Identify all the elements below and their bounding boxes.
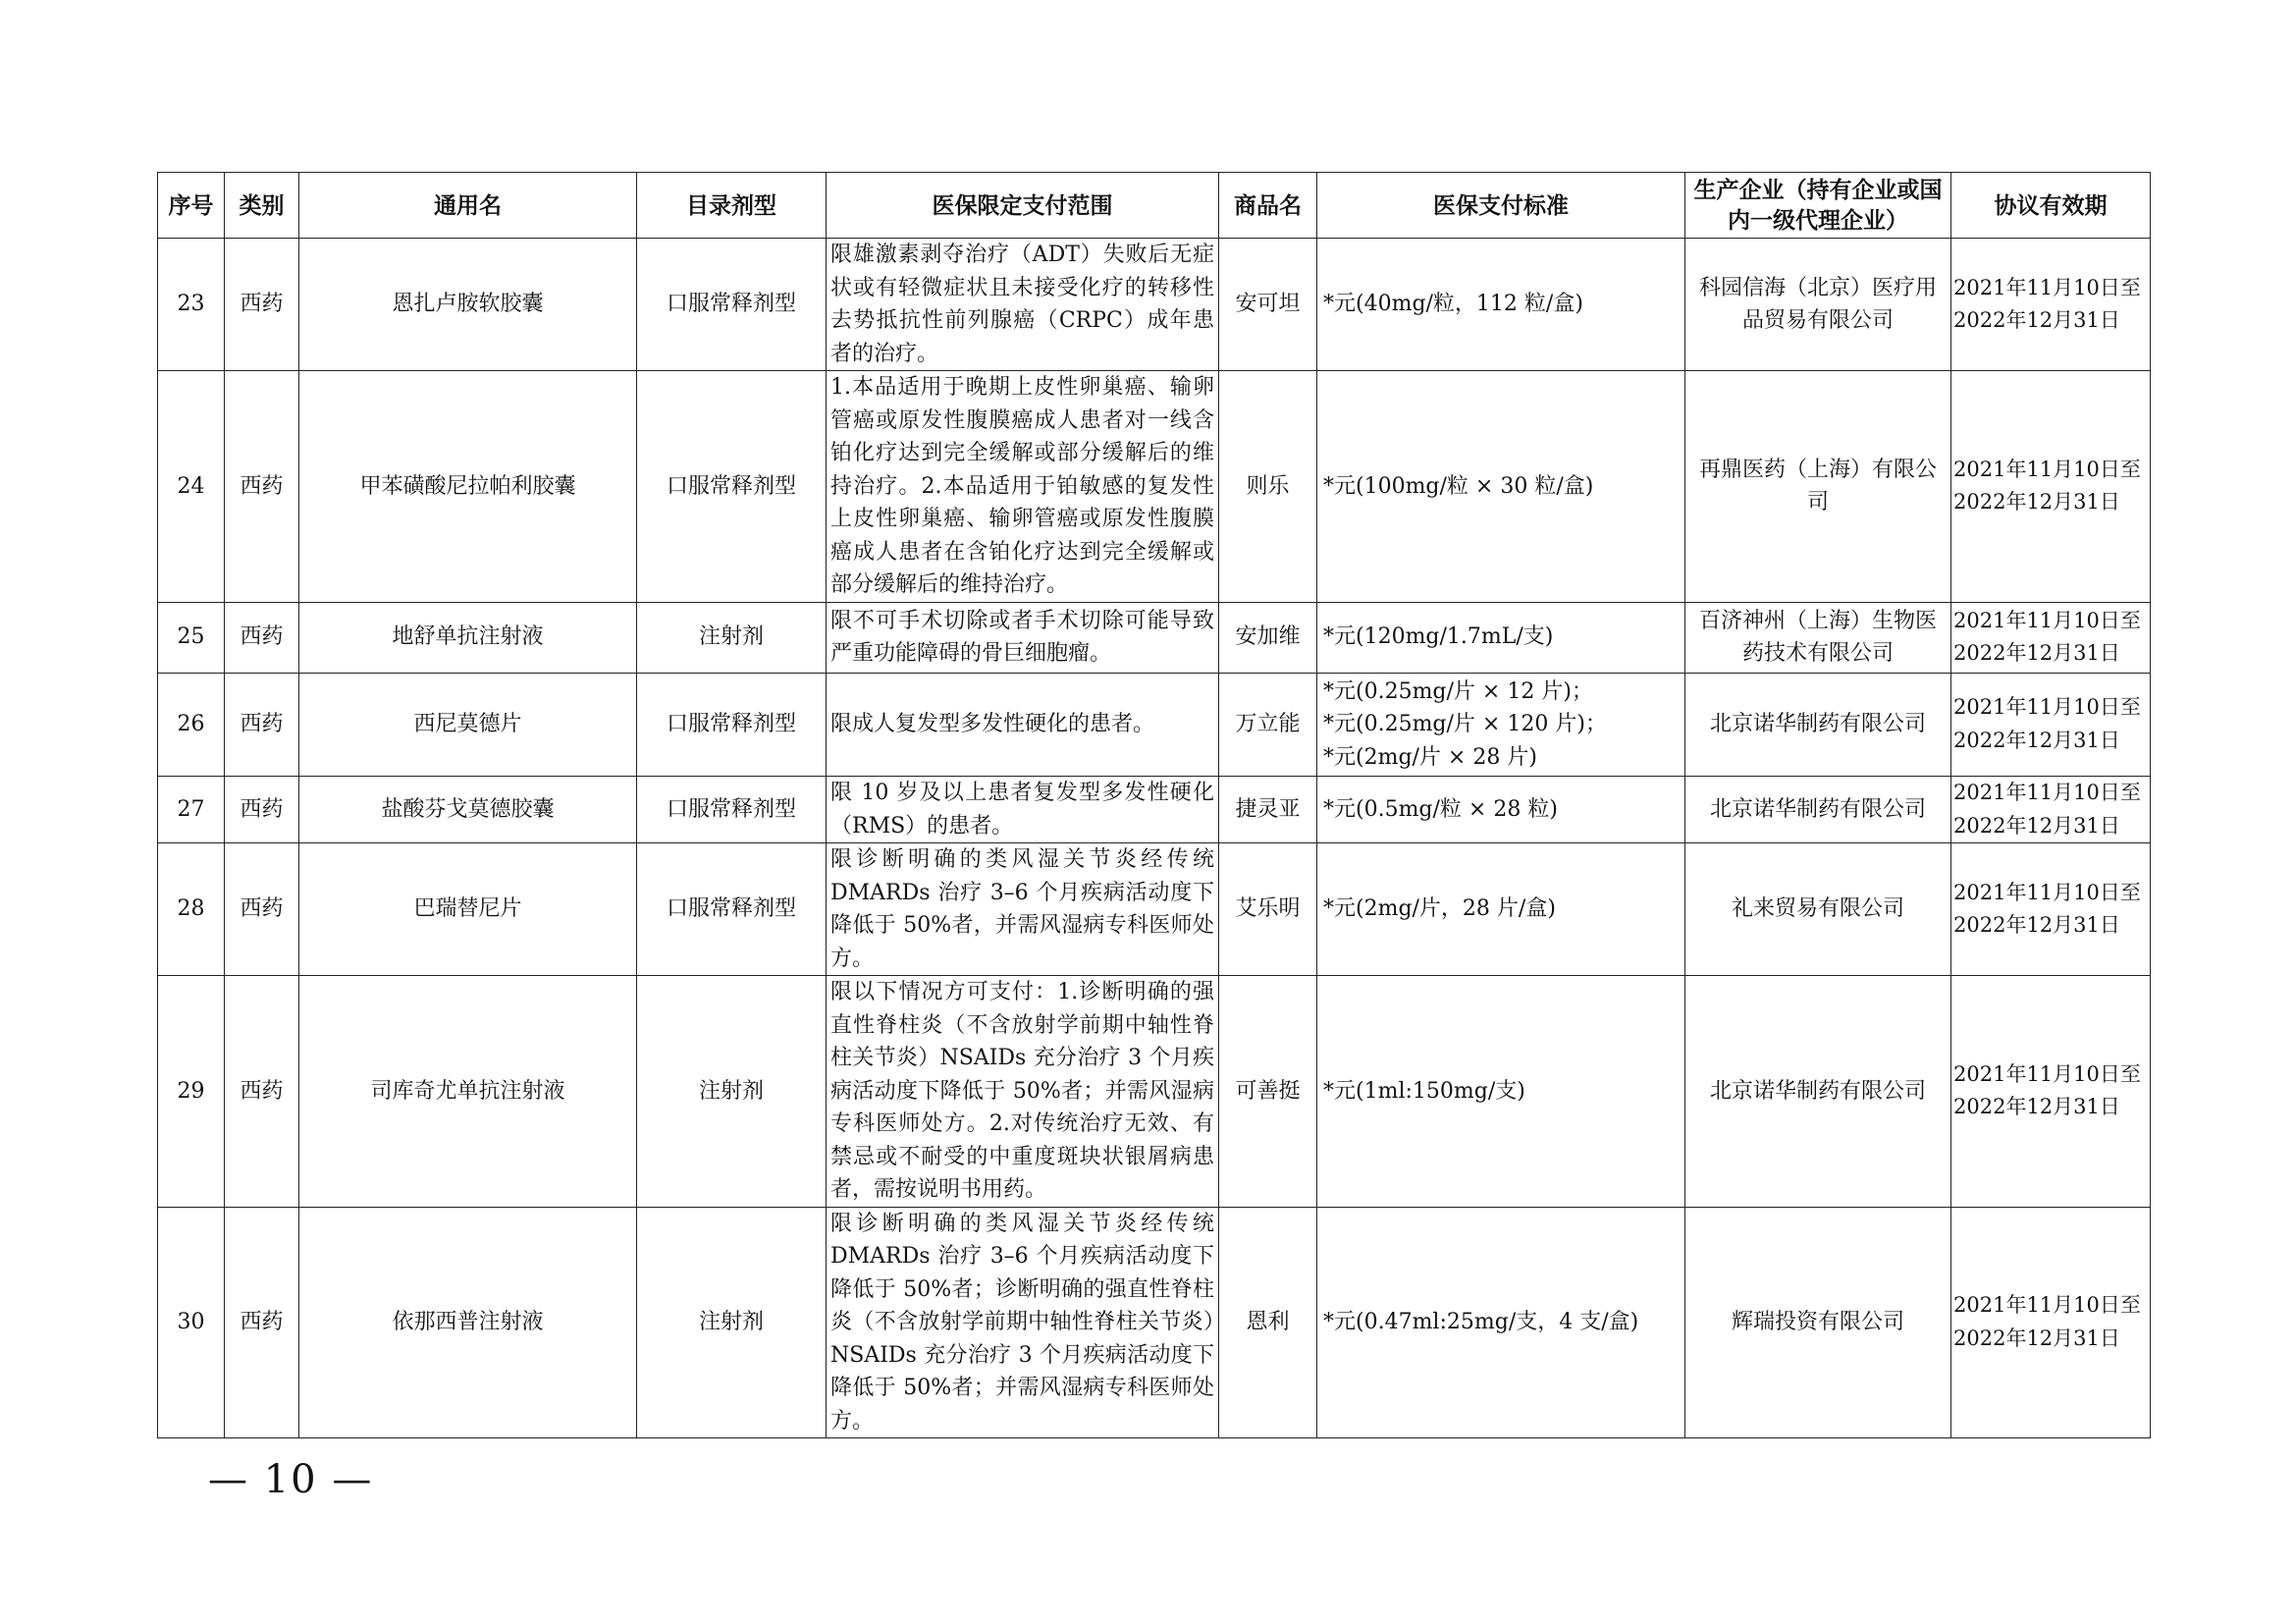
cell-index: 24	[158, 371, 225, 603]
cell-manufacturer: 辉瑞投资有限公司	[1685, 1207, 1951, 1438]
cell-generic-name: 恩扎卢胺软胶囊	[299, 239, 637, 371]
validity-end: 2022年12月31日	[1953, 1326, 2120, 1350]
table-body	[158, 239, 2151, 1438]
cell-index: 25	[158, 602, 225, 673]
cell-brand: 万立能	[1219, 673, 1317, 777]
validity-start: 2021年11月10日至	[1953, 608, 2141, 632]
cell-dosage-form: 口服常释剂型	[637, 673, 827, 777]
cell-dosage-form: 口服常释剂型	[637, 777, 827, 843]
cell-validity	[1951, 673, 2151, 777]
header-generic-name: 通用名	[299, 173, 637, 239]
standard-line: *元(120mg/1.7mL/支)	[1323, 624, 1554, 650]
standard-line: *元(40mg/粒，112 粒/盒)	[1323, 292, 1583, 317]
cell-index: 26	[158, 673, 225, 777]
cell-standard	[1317, 602, 1685, 673]
cell-dosage-form: 口服常释剂型	[637, 843, 827, 976]
table-row	[158, 976, 2151, 1208]
header-manufacturer: 生产企业（持有企业或国内一级代理企业）	[1685, 173, 1951, 239]
cell-manufacturer: 再鼎医药（上海）有限公司	[1685, 371, 1951, 603]
cell-manufacturer: 北京诺华制药有限公司	[1685, 777, 1951, 843]
cell-generic-name: 地舒单抗注射液	[299, 602, 637, 673]
cell-dosage-form: 注射剂	[637, 976, 827, 1208]
cell-standard	[1317, 239, 1685, 371]
cell-brand: 可善挺	[1219, 976, 1317, 1208]
cell-brand: 安加维	[1219, 602, 1317, 673]
cell-validity	[1951, 602, 2151, 673]
cell-manufacturer: 北京诺华制药有限公司	[1685, 673, 1951, 777]
validity-start: 2021年11月10日至	[1953, 1061, 2141, 1086]
header-brand: 商品名	[1219, 173, 1317, 239]
cell-scope: 限 10 岁及以上患者复发型多发性硬化（RMS）的患者。	[827, 777, 1219, 843]
standard-line: *元(100mg/粒 × 30 粒/盒)	[1323, 473, 1594, 499]
cell-manufacturer: 礼来贸易有限公司	[1685, 843, 1951, 976]
standard-line: *元(2mg/片，28 片/盒)	[1323, 896, 1556, 922]
cell-dosage-form: 口服常释剂型	[637, 239, 827, 371]
cell-validity	[1951, 239, 2151, 371]
cell-category: 西药	[225, 239, 299, 371]
validity-start: 2021年11月10日至	[1953, 457, 2141, 481]
cell-category: 西药	[225, 843, 299, 976]
cell-brand: 捷灵亚	[1219, 777, 1317, 843]
header-standard: 医保支付标准	[1317, 173, 1685, 239]
cell-category: 西药	[225, 371, 299, 603]
validity-start: 2021年11月10日至	[1953, 781, 2141, 804]
table-row	[158, 1207, 2151, 1438]
cell-brand: 则乐	[1219, 371, 1317, 603]
standard-line: *元(0.25mg/片 × 12 片)；	[1323, 678, 1593, 704]
table-row	[158, 777, 2151, 843]
cell-validity	[1951, 843, 2151, 976]
cell-scope: 限诊断明确的类风湿关节炎经传统 DMARDs 治疗 3–6 个月疾病活动度下降低于 50%者；诊断明确的强直性脊柱炎（不含放射学前期中轴性脊柱关节炎）NSAIDs 充分治疗 3 个月疾病活动度下降低于 50%者；并需风湿病专科医师处方。	[827, 1207, 1219, 1438]
cell-validity	[1951, 1207, 2151, 1438]
cell-scope: 1.本品适用于晚期上皮性卵巢癌、输卵管癌或原发性腹膜癌成人患者对一线含铂化疗达到完全缓解或部分缓解后的维持治疗。2.本品适用于铂敏感的复发性上皮性卵巢癌、输卵管癌或原发性腹膜癌成人患者在含铂化疗达到完全缓解或部分缓解后的维持治疗。	[827, 371, 1219, 603]
cell-index: 30	[158, 1207, 225, 1438]
cell-category: 西药	[225, 602, 299, 673]
validity-end: 2022年12月31日	[1953, 813, 2120, 838]
cell-brand: 安可坦	[1219, 239, 1317, 371]
validity-end: 2022年12月31日	[1953, 641, 2120, 665]
cell-scope: 限以下情况方可支付：1.诊断明确的强直性脊柱炎（不含放射学前期中轴性脊柱关节炎）NSAIDs 充分治疗 3 个月疾病活动度下降低于 50%者；并需风湿病专科医师处方。2.对传统治疗无效、有禁忌或不耐受的中重度斑块状银屑病患者，需按说明书用药。	[827, 976, 1219, 1208]
cell-category: 西药	[225, 976, 299, 1208]
cell-generic-name: 巴瑞替尼片	[299, 843, 637, 976]
validity-end: 2022年12月31日	[1953, 728, 2120, 752]
drug-table	[157, 172, 2151, 1438]
header-scope: 医保限定支付范围	[827, 173, 1219, 239]
cell-standard	[1317, 843, 1685, 976]
header-validity: 协议有效期	[1951, 173, 2151, 239]
cell-manufacturer: 科园信海（北京）医疗用品贸易有限公司	[1685, 239, 1951, 371]
page-number: — 10 —	[208, 1457, 374, 1502]
validity-end: 2022年12月31日	[1953, 1095, 2120, 1119]
cell-generic-name: 依那西普注射液	[299, 1207, 637, 1438]
cell-category: 西药	[225, 1207, 299, 1438]
cell-generic-name: 盐酸芬戈莫德胶囊	[299, 777, 637, 843]
cell-index: 28	[158, 843, 225, 976]
cell-validity	[1951, 371, 2151, 603]
header-dosage-form: 目录剂型	[637, 173, 827, 239]
cell-category: 西药	[225, 673, 299, 777]
cell-dosage-form: 注射剂	[637, 602, 827, 673]
table-row	[158, 602, 2151, 673]
table-header-row	[158, 173, 2151, 239]
standard-line: *元(0.5mg/粒 × 28 粒)	[1323, 796, 1558, 822]
validity-start: 2021年11月10日至	[1953, 1293, 2141, 1318]
standard-line: *元(1ml:150mg/支)	[1323, 1078, 1525, 1104]
header-index: 序号	[158, 173, 225, 239]
table-row	[158, 239, 2151, 371]
cell-standard	[1317, 777, 1685, 843]
table-row	[158, 843, 2151, 976]
validity-end: 2022年12月31日	[1953, 308, 2120, 332]
cell-manufacturer: 百济神州（上海）生物医药技术有限公司	[1685, 602, 1951, 673]
cell-standard	[1317, 1207, 1685, 1438]
cell-validity	[1951, 777, 2151, 843]
cell-index: 29	[158, 976, 225, 1208]
cell-category: 西药	[225, 777, 299, 843]
validity-start: 2021年11月10日至	[1953, 880, 2141, 904]
table-row	[158, 673, 2151, 777]
cell-brand: 恩利	[1219, 1207, 1317, 1438]
standard-line: *元(0.25mg/片 × 120 片)；	[1323, 712, 1607, 736]
cell-scope: 限不可手术切除或者手术切除可能导致严重功能障碍的骨巨细胞瘤。	[827, 602, 1219, 673]
cell-dosage-form: 口服常释剂型	[637, 371, 827, 603]
standard-line: *元(2mg/片 × 28 片)	[1323, 744, 1537, 770]
validity-end: 2022年12月31日	[1953, 490, 2120, 514]
standard-line: *元(0.47ml:25mg/支，4 支/盒)	[1323, 1310, 1639, 1334]
cell-standard	[1317, 673, 1685, 777]
cell-validity	[1951, 976, 2151, 1208]
cell-scope: 限成人复发型多发性硬化的患者。	[827, 673, 1219, 777]
table-row	[158, 371, 2151, 603]
cell-generic-name: 西尼莫德片	[299, 673, 637, 777]
validity-start: 2021年11月10日至	[1953, 275, 2141, 299]
cell-index: 23	[158, 239, 225, 371]
cell-standard	[1317, 371, 1685, 603]
validity-start: 2021年11月10日至	[1953, 695, 2141, 720]
header-category: 类别	[225, 173, 299, 239]
cell-generic-name: 甲苯磺酸尼拉帕利胶囊	[299, 371, 637, 603]
cell-generic-name: 司库奇尤单抗注射液	[299, 976, 637, 1208]
validity-end: 2022年12月31日	[1953, 913, 2120, 937]
cell-scope: 限诊断明确的类风湿关节炎经传统 DMARDs 治疗 3–6 个月疾病活动度下降低于 50%者，并需风湿病专科医师处方。	[827, 843, 1219, 976]
cell-scope: 限雄激素剥夺治疗（ADT）失败后无症状或有轻微症状且未接受化疗的转移性去势抵抗性前列腺癌（CRPC）成年患者的治疗。	[827, 239, 1219, 371]
cell-dosage-form: 注射剂	[637, 1207, 827, 1438]
cell-standard	[1317, 976, 1685, 1208]
cell-brand: 艾乐明	[1219, 843, 1317, 976]
cell-manufacturer: 北京诺华制药有限公司	[1685, 976, 1951, 1208]
cell-index: 27	[158, 777, 225, 843]
